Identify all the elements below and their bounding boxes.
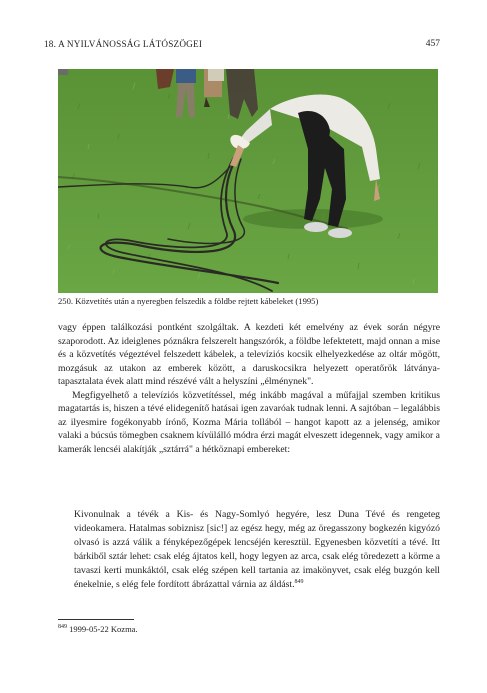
quote-paragraph [74, 508, 440, 591]
quote-text: Kivonulnak a tévék a Kis- és Nagy-Somlyó hegyére, lesz Duna Tévé és rengeteg videokamera. Hatalmas sobiznisz [sic!] az egész hegy, még az öregasszony bogkezén kigyózó olvasó is azzá válik a fényképezőgépek lencséjén keresztül. Egyenesben közvetíti a tévé. Itt bárkiből sztár lehet: csak elég ájtatos kell, hogy legyen az arca, csak elég töredezett a körme a tavaszi kerti munkáktól, csak elég szépen kell tartania az imakönyvet, csak elég buzgón kell énekelnie, s elég fele fordított ábrázattal várnia az áldást. [74, 509, 440, 590]
figure-photo [58, 69, 438, 293]
page-number: 457 [425, 39, 440, 49]
footnote-number: 849 [58, 624, 67, 631]
running-head [44, 39, 440, 53]
paragraph: Megfigyelhető a televíziós közvetítéssel, még inkább magával a műfajjal szemben kritikus magatartás is, hiszen a tévé elidegenítő hatásai igen zavaróak tudnak lenni. A sajtóban – legalábbis az ilyesmire fogékonyabb írónő, Kozma Mária tollából – hangot kapott az a jelenség, amikor valaki a búcsús tömegben csaknem kívülálló módra érzi magát elveszett idegennek, vagy amikor a kamerák lencséi alakítják „sztárrá" a hétköznapi embereket: [58, 389, 440, 455]
body-text [58, 321, 440, 456]
chapter-title: 18. A NYILVÁNOSSÁG LÁTÓSZÖGEI [44, 39, 203, 49]
footnote-divider [58, 619, 134, 620]
figure-caption: 250. Közvetítés után a nyeregben felszedik a földbe rejtett kábeleket (1995) [58, 296, 319, 306]
footnote-text: 1999-05-22 Kozma. [69, 624, 138, 634]
block-quote [74, 508, 440, 591]
footnote-reference[interactable]: 849 [294, 578, 304, 585]
footnote [58, 624, 138, 635]
paragraph: vagy éppen találkozási pontként szolgáltak. A kezdeti két emelvény az évek során négyre szaporodott. Az ideiglenes póznákra felszerelt hangszórók, a földbe lefektetett, majd onnan a mise és a közvetítés végeztével felszedett kábelek, a televíziós kocsik elhelyezkedése az oltár mögött, mozgásuk az utakon az emberek között, a daruskocsikra helyezett operatőrök látványa-tapasztalata évek alatt mind részévé vált a helyszíni „élménynek". [58, 322, 440, 387]
